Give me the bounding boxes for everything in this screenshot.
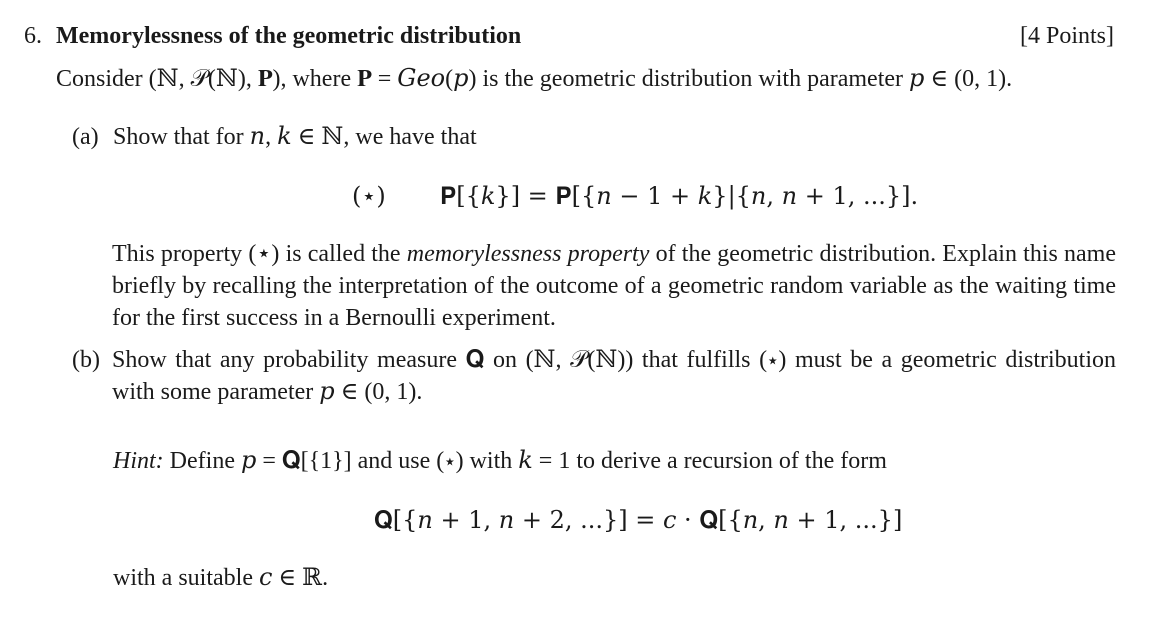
hint-label: Hint: [113,448,164,474]
paragraph-end: of the geometric distribution. Explain this name briefly by recalling the interpretation of the outcome of a geometric random variable as the waiting time for the first success in a Bernoulli experiment. [112,241,1116,331]
hint-text: Define 𝑝 = 𝐐[{1}] and use (⋆) with 𝑘 = 1 to derive a recursion of the form [163,448,887,474]
problem-points: [4 Points] [1019,23,1114,49]
hint-paragraph [113,445,887,477]
problem-number: 6. [24,23,42,49]
problem-title: Memorylessness of the geometric distribution [56,23,522,49]
part-b-text: Show that any probability measure 𝐐 on (ℕ, 𝒫(ℕ)) that fulfills (⋆) must be a geometric distribution with some parameter 𝑝 ∈ (0, 1). [112,347,1116,405]
part-a-text: Show that for 𝑛, 𝑘 ∈ ℕ, we have that [113,124,477,150]
recursion-equation: 𝐐[{𝑛 + 1, 𝑛 + 2, ...}] = 𝑐 · 𝐐[{𝑛, 𝑛 + 1, ...}] [374,506,903,534]
equation-star-tag: (⋆) [352,182,386,210]
memorylessness-term: memorylessness property [406,241,650,267]
paragraph-start: This property (⋆) is called the [112,241,407,267]
memorylessness-equation: 𝐏[{𝑘}] = 𝐏[{𝑛 − 1 + 𝑘}|{𝑛, 𝑛 + 1, ...}]. [440,182,919,210]
memorylessness-paragraph [112,238,1116,334]
part-a-label: (a) [72,124,99,150]
problem-intro: Consider (ℕ, 𝒫(ℕ), 𝐏), where 𝐏 = 𝐺𝑒𝑜(𝑝) is the geometric distribution with parameter 𝑝 ∈ (0, 1). [56,66,1013,92]
part-b-label: (b) [72,347,100,373]
closing-text: with a suitable 𝑐 ∈ ℝ. [113,565,329,591]
